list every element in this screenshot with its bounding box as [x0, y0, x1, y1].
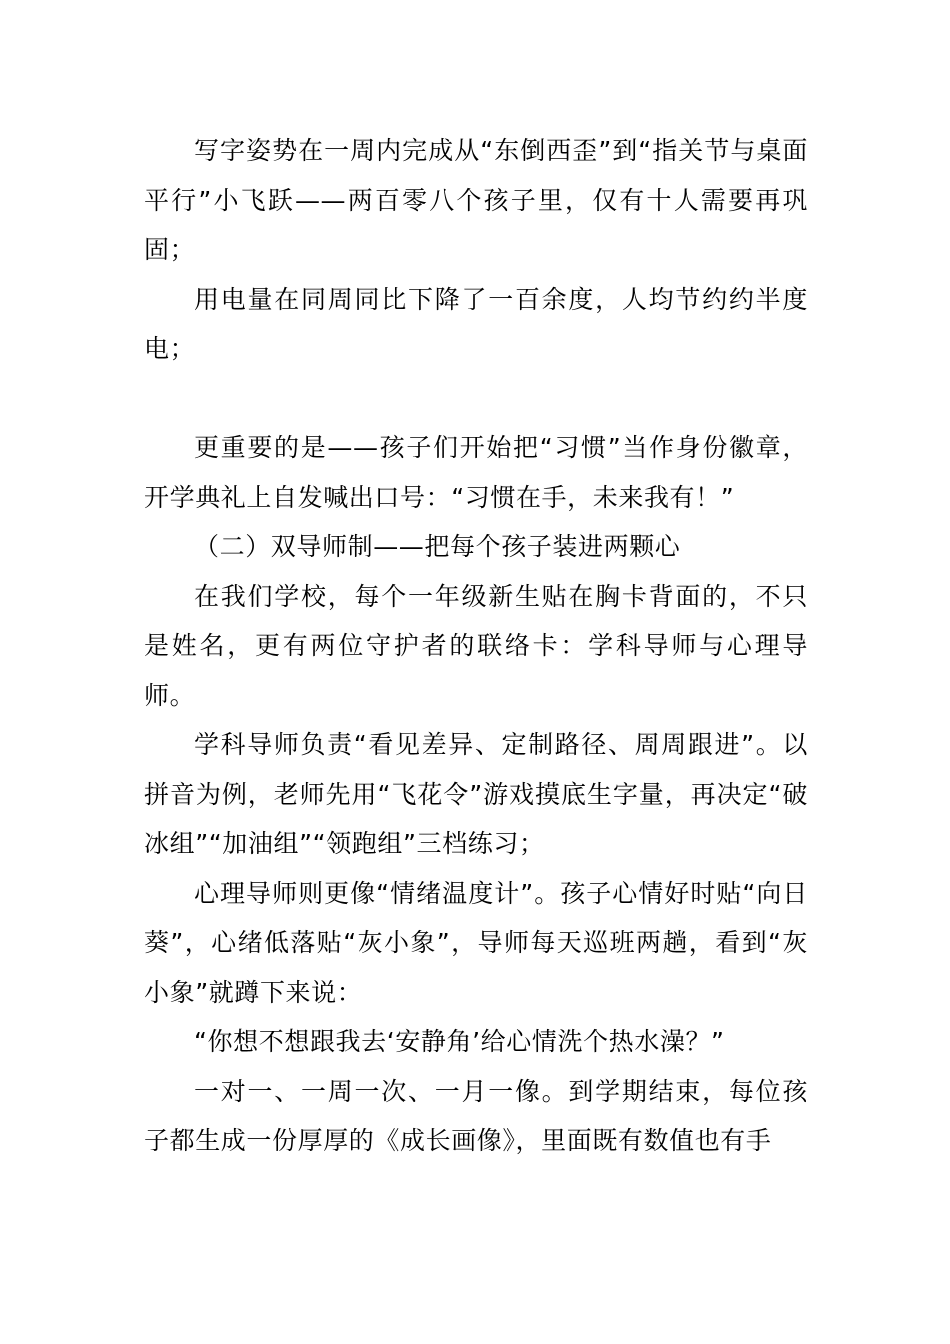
paragraph-psych-mentor: 心理导师则更像“情绪温度计”。孩子心情好时贴“向日葵”，心绪低落贴“灰小象”，导师每天巡班两趟，看到“灰小象”就蹲下来说： [144, 878, 808, 1007]
paragraph-habit-badge: 更重要的是——孩子们开始把“习惯”当作身份徽章，开学典礼上自发喊出口号：“习惯在手，未来我有！” [144, 433, 808, 512]
paragraph-growth-portrait: 一对一、一周一次、一月一像。到学期结束，每位孩子都生成一份厚厚的《成长画像》，里面既有数值也有手 [144, 1076, 808, 1155]
document-body [144, 126, 808, 1166]
blank-line [144, 374, 808, 424]
paragraph-contact-card: 在我们学校，每个一年级新生贴在胸卡背面的，不只是姓名，更有两位守护者的联络卡：学科导师与心理导师。 [144, 581, 808, 710]
section-heading-dual-mentor: （二）双导师制——把每个孩子装进两颗心 [194, 532, 681, 561]
paragraph-writing-posture: 写字姿势在一周内完成从“东倒西歪”到“指关节与桌面平行”小飞跃——两百零八个孩子里，仅有十人需要再巩固； [144, 136, 808, 264]
paragraph-electricity: 用电量在同周同比下降了一百余度，人均节约约半度电； [144, 284, 808, 363]
paragraph-subject-mentor: 学科导师负责“看见差异、定制路径、周周跟进”。以拼音为例，老师先用“飞花令”游戏摸底生字量，再决定“破冰组”“加油组”“领跑组”三档练习； [144, 730, 808, 858]
paragraph-quote: “你想不想跟我去‘安静角’给心情洗个热水澡？” [194, 1027, 725, 1056]
